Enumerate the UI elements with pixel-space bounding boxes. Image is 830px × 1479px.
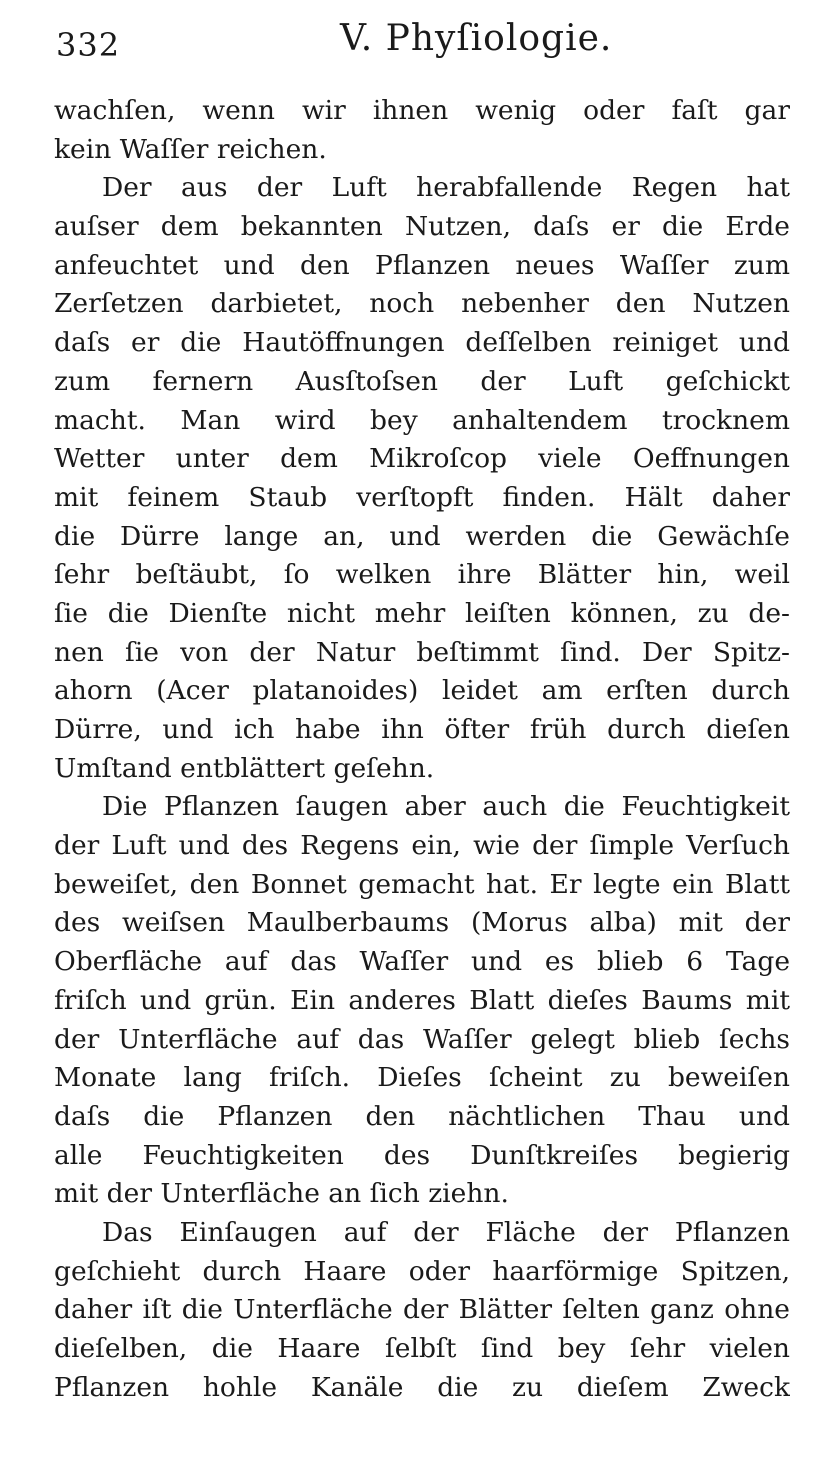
text-line: daſs die Pflanzen den nächtlichen Thau und xyxy=(54,1100,790,1132)
text-line: daſs er die Hautöffnungen deſſelben reiniget und xyxy=(54,327,790,359)
text-line: beweiſet, den Bonnet gemacht hat. Er legte ein Blatt xyxy=(54,868,790,900)
page-number: 332 xyxy=(56,26,121,64)
text-line: kein Waſſer reichen. xyxy=(54,133,327,165)
text-line: zum fernern Ausſtoſsen der Luft geſchickt xyxy=(54,365,790,397)
paragraph xyxy=(54,92,790,169)
text-line: macht. Man wird bey anhaltendem trocknem xyxy=(54,404,790,436)
text-line: Der aus der Luft herabfallende Regen hat xyxy=(102,172,790,204)
text-line: Das Einſaugen auf der Fläche der Pflanzen xyxy=(102,1216,790,1248)
page-body xyxy=(54,92,790,1407)
text-line: wachſen, wenn wir ihnen wenig oder faſt gar xyxy=(54,95,790,126)
text-line: geſchieht durch Haare oder haarförmige Spitzen, xyxy=(54,1255,790,1287)
text-line: Zerſetzen darbietet, noch nebenher den Nutzen xyxy=(54,288,790,320)
text-line: ahorn (Acer platanoides) leidet am erſten durch xyxy=(54,675,790,707)
text-line: friſch und grün. Ein anderes Blatt dieſes Baums mit xyxy=(54,984,790,1016)
text-line: Die Pflanzen ſaugen aber auch die Feuchtigkeit xyxy=(102,791,790,823)
text-line: Pflanzen hohle Kanäle die zu dieſem Zweck xyxy=(54,1371,790,1403)
text-line: Dürre, und ich habe ihn öfter früh durch dieſen xyxy=(54,714,790,745)
text-line: Umſtand entblättert geſehn. xyxy=(54,752,435,784)
running-head: V. Phyſiologie. xyxy=(340,18,613,59)
text-line: ſie die Dienſte nicht mehr leiſten können, zu de- xyxy=(54,597,790,629)
text-line: der Unterfläche auf das Waſſer gelegt blieb ſechs xyxy=(54,1023,790,1055)
text-line: Monate lang friſch. Dieſes ſcheint zu beweiſen xyxy=(54,1062,790,1094)
text-line: nen ſie von der Natur beſtimmt ſind. Der Spitz- xyxy=(54,636,790,668)
paragraph xyxy=(54,1214,790,1407)
paragraph xyxy=(54,788,790,1214)
text-line: die Dürre lange an, und werden die Gewächſe xyxy=(54,520,790,552)
text-line: dieſelben, die Haare ſelbſt ſind bey ſehr vielen xyxy=(54,1333,790,1364)
text-line: daher iſt die Unterfläche der Blätter ſelten ganz ohne xyxy=(54,1294,790,1326)
text-line: der Luft und des Regens ein, wie der ſimple Verſuch xyxy=(54,830,790,862)
paragraph xyxy=(54,169,790,788)
text-line: Wetter unter dem Mikroſcop viele Oeffnungen xyxy=(54,443,790,475)
text-line: mit der Unterfläche an ſich ziehn. xyxy=(54,1178,509,1210)
text-line: ſehr beſtäubt, ſo welken ihre Blätter hin, weil xyxy=(54,559,790,591)
text-line: anfeuchtet und den Pflanzen neues Waſſer zum xyxy=(54,249,790,281)
text-line: Oberfläche auf das Waſſer und es blieb 6 Tage xyxy=(54,946,790,978)
text-line: auſser dem bekannten Nutzen, daſs er die Erde xyxy=(54,211,790,243)
text-line: alle Feuchtigkeiten des Dunſtkreiſes begierig xyxy=(54,1139,790,1171)
text-line: des weiſsen Maulberbaums (Morus alba) mit der xyxy=(54,907,790,939)
text-line: mit feinem Staub verſtopft finden. Hält daher xyxy=(54,481,790,513)
page-header xyxy=(56,18,790,68)
